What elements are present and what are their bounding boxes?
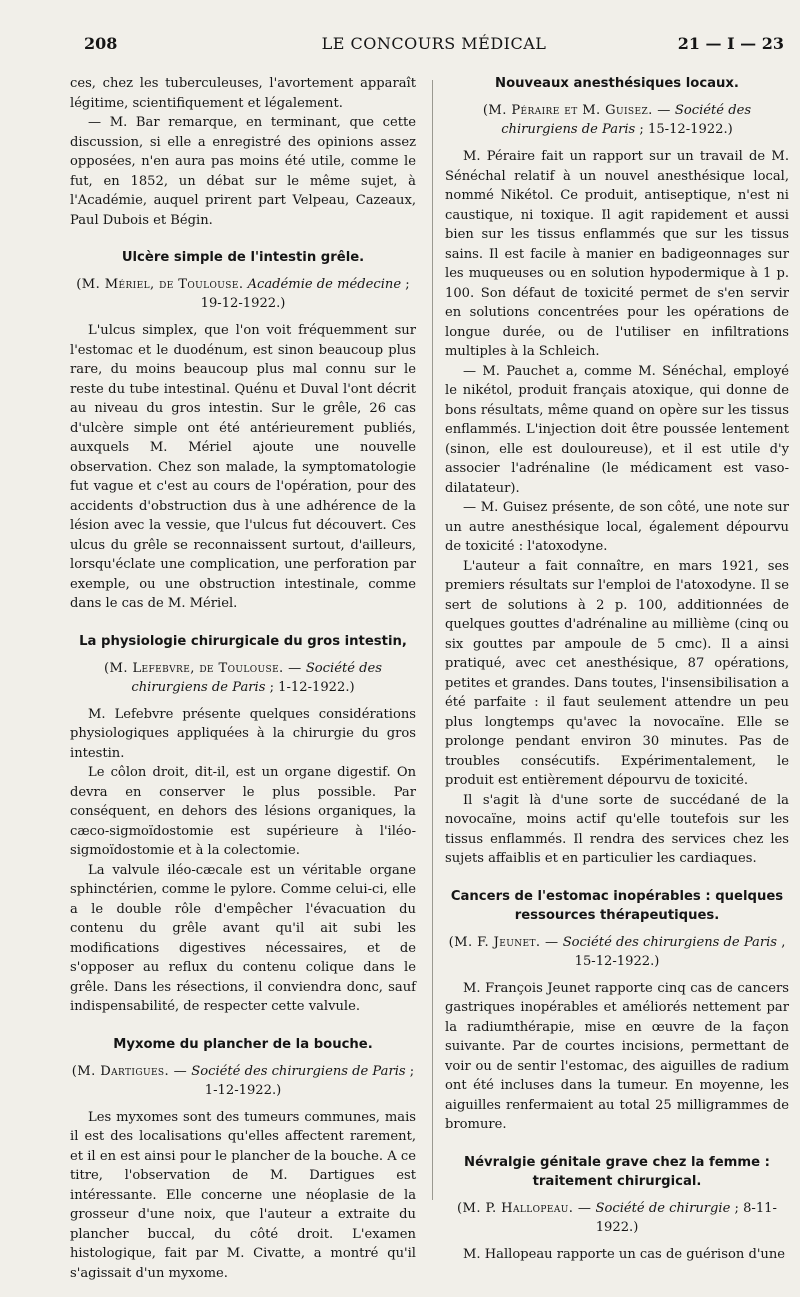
article-source bbox=[445, 1199, 789, 1237]
left-column bbox=[70, 74, 416, 1283]
source-venue: Société des chirurgiens de Paris bbox=[501, 103, 752, 137]
source-venue: Société des chirurgiens de Paris bbox=[131, 660, 382, 695]
article-title: La physiologie chirurgicale du gros intestin, bbox=[79, 633, 407, 649]
source-author: (M. Dartigues. — bbox=[71, 1063, 188, 1079]
source-author: (M. F. Jeunet. — bbox=[448, 934, 559, 950]
article-source bbox=[70, 275, 416, 313]
paragraph: Le côlon droit, dit-il, est un organe digestif. On devra en conserver le plus possible. Par conséquent, en dehors des lésions organiques, la cæco-sigmoïdostomie est supérieure à l'iléo-sigmoïdostomie et à la colectomie. bbox=[70, 765, 416, 858]
source-date: , 15-12-1922.) bbox=[574, 934, 786, 969]
paragraph: Les myxomes sont des tumeurs communes, mais il est des localisations qu'elles affectent rarement, et il en est ainsi pour le plancher de la bouche. A ce titre, l'observation de M. Dartigues est intéressante. Elle concerne une néoplasie de la grosseur d'une noix, que l'auteur a extraite du plancher buccal, du côté droit. L'examen histologique, fait par M. Civatte, a montré qu'il s'agissait d'un myxome. bbox=[70, 1109, 416, 1281]
source-author: (M. Mériel, de Toulouse. bbox=[76, 277, 244, 292]
paragraph: M. Hallopeau rapporte un cas de guérison d'une bbox=[463, 1246, 786, 1262]
source-author: (M. Péraire et M. Guisez. — bbox=[482, 103, 671, 118]
paragraph: M. Péraire fait un rapport sur un travail de M. Sénéchal relatif à un nouvel anesthésique local, nommé Nikétol. Ce produit, antiseptique, n'est ni caustique, ni toxique. Il agit rapidement et aussi bien sur les tissus enflammés que sur les tissus sains. Il est facile à manier en badigeonnages sur les muqueuses ou en solution hypodermique à 1 p. 100. Son défaut de toxicité permet de s'en servir en solutions concentrées pour les opérations de longue durée, ou de l'utiliser en infiltrations multiples à la Schleich. bbox=[445, 149, 789, 359]
article-title: Nouveaux anesthésiques locaux. bbox=[495, 76, 739, 91]
paragraph: M. Lefebvre présente quelques considérations physiologiques appliquées à la chirurgie du gros intestin. bbox=[70, 706, 416, 761]
issue-date: 21 — I — 23 bbox=[677, 34, 784, 53]
source-venue: Société des chirurgiens de Paris bbox=[562, 934, 778, 950]
running-header bbox=[84, 34, 784, 58]
paragraph: La valvule iléo-cæcale est un véritable organe sphinctérien, comme le pylore. Comme celui-ci, elle a le double rôle d'empêcher l'évacuation du contenu du grêle avant qu'il ait subi les modifications digestives nécessaires, et de s'opposer au reflux du contenu colique dans le grêle. Dans les résections, il conviendra donc, sauf indispensabilité, de respecter cette valvule. bbox=[70, 862, 416, 1014]
paragraph: — M. Pauchet a, comme M. Sénéchal, employé le nikétol, produit français atoxique, qui donne de bons résultats, même quand on opère sur les tissus enflammés. L'injection doit être poussée lentement (sinon, elle est douloureuse), et il est utile d'y associer l'adrénaline (le médicament est vaso-dilatateur). bbox=[445, 363, 789, 496]
article-title: Ulcère simple de l'intestin grêle. bbox=[121, 250, 365, 265]
article-source bbox=[445, 933, 789, 971]
paragraph: M. François Jeunet rapporte cinq cas de cancers gastriques inopérables et améliorés nettement par la radiumthérapie, mise en œuvre de la façon suivante. Par de courtes incisions, permettant de voir ou de sentir l'estomac, des aiguilles de radium ont été incluses dans la tumeur. En moyenne, les aiguilles renfermaient au total 25 milligrammes de bromure. bbox=[445, 980, 789, 1132]
article-title: Névralgie génitale grave chez la femme : traitement chirurgical. bbox=[464, 1154, 770, 1189]
source-date: ; 1-12-1922.) bbox=[269, 679, 355, 695]
paragraph: — M. Bar remarque, en terminant, que cette discussion, si elle a enregistré des opinions assez opposées, n'en aura pas moins été utile, comme le fut, en 1852, un débat sur le même sujet, à l'Académie, auquel prirent part Velpeau, Cazeaux, Paul Dubois et Bégin. bbox=[70, 115, 416, 228]
paragraph: ces, chez les tuberculeuses, l'avortement apparaît légitime, scientifiquement et légalement. bbox=[70, 76, 416, 111]
source-author: (M. P. Hallopeau. — bbox=[457, 1200, 592, 1216]
source-author: (M. Lefebvre, de Toulouse. — bbox=[104, 660, 302, 676]
paragraph: — M. Guisez présente, de son côté, une note sur un autre anesthésique local, également dépourvu de toxicité : l'atoxodyne. bbox=[445, 500, 789, 554]
article-source bbox=[445, 101, 789, 139]
source-date: ; 8-11-1922.) bbox=[595, 1200, 777, 1235]
journal-title: LE CONCOURS MÉDICAL bbox=[321, 34, 547, 53]
article-title: Cancers de l'estomac inopérables : quelques ressources thérapeutiques. bbox=[450, 888, 784, 923]
source-date: ; 19-12-1922.) bbox=[200, 277, 410, 311]
paragraph: L'ulcus simplex, que l'on voit fréquemment sur l'estomac et le duodénum, est sinon beaucoup plus rare, du moins beaucoup plus mal connu sur le reste du tube intestinal. Quénu et Duval l'ont décrit au niveau du gros intestin. Sur le grêle, 26 cas d'ulcère simple ont été antérieurement publiés, auxquels M. Mériel ajoute une nouvelle observation. Chez son malade, la symptomatologie fut vague et c'est au cours de l'opération, pour des accidents d'obstruction dus à une adhérence de la lésion avec la vessie, que l'ulcus fut découvert. Ces ulcus du grêle se reconnaissent surtout, d'ailleurs, lorsqu'éclate une complication, une perforation par exemple, ou une obstruction intestinale, comme dans le cas de M. Mériel. bbox=[70, 323, 416, 611]
paragraph: Il s'agit là d'une sorte de succédané de la novocaïne, moins actif qu'elle toutefois sur les tissus enflammés. Il rendra des services chez les sujets affaiblis et en particulier les cardiaques. bbox=[445, 792, 789, 866]
source-venue: Société des chirurgiens de Paris bbox=[191, 1063, 406, 1079]
page-number: 208 bbox=[84, 34, 118, 53]
article-title: Myxome du plancher de la bouche. bbox=[113, 1036, 373, 1052]
column-divider bbox=[432, 80, 433, 1200]
paragraph: L'auteur a fait connaître, en mars 1921, ses premiers résultats sur l'emploi de l'atoxodyne. Il se sert de solutions à 2 p. 100, additionnées de quelques gouttes d'adrénaline au millième (cinq ou six gouttes par ampoule de 5 cmc). Il a ainsi pratiqué, avec cet anesthésique, 87 opérations, petites et grandes. Dans toutes, l'insensibilisation a été parfaite : il faut seulement attendre un peu plus longtemps qu'avec la novocaïne. Elle se prolonge pendant environ 30 minutes. Pas de troubles consécutifs. Expérimentalement, le produit est entièrement dépourvu de toxicité. bbox=[445, 558, 789, 788]
source-venue: Société de chirurgie bbox=[595, 1200, 731, 1216]
right-column bbox=[445, 74, 789, 1264]
article-source bbox=[70, 659, 416, 697]
source-date: ; 1-12-1922.) bbox=[204, 1063, 415, 1098]
article-source bbox=[70, 1062, 416, 1100]
source-date: ; 15-12-1922.) bbox=[639, 122, 733, 137]
source-venue: Académie de médecine bbox=[247, 277, 402, 292]
